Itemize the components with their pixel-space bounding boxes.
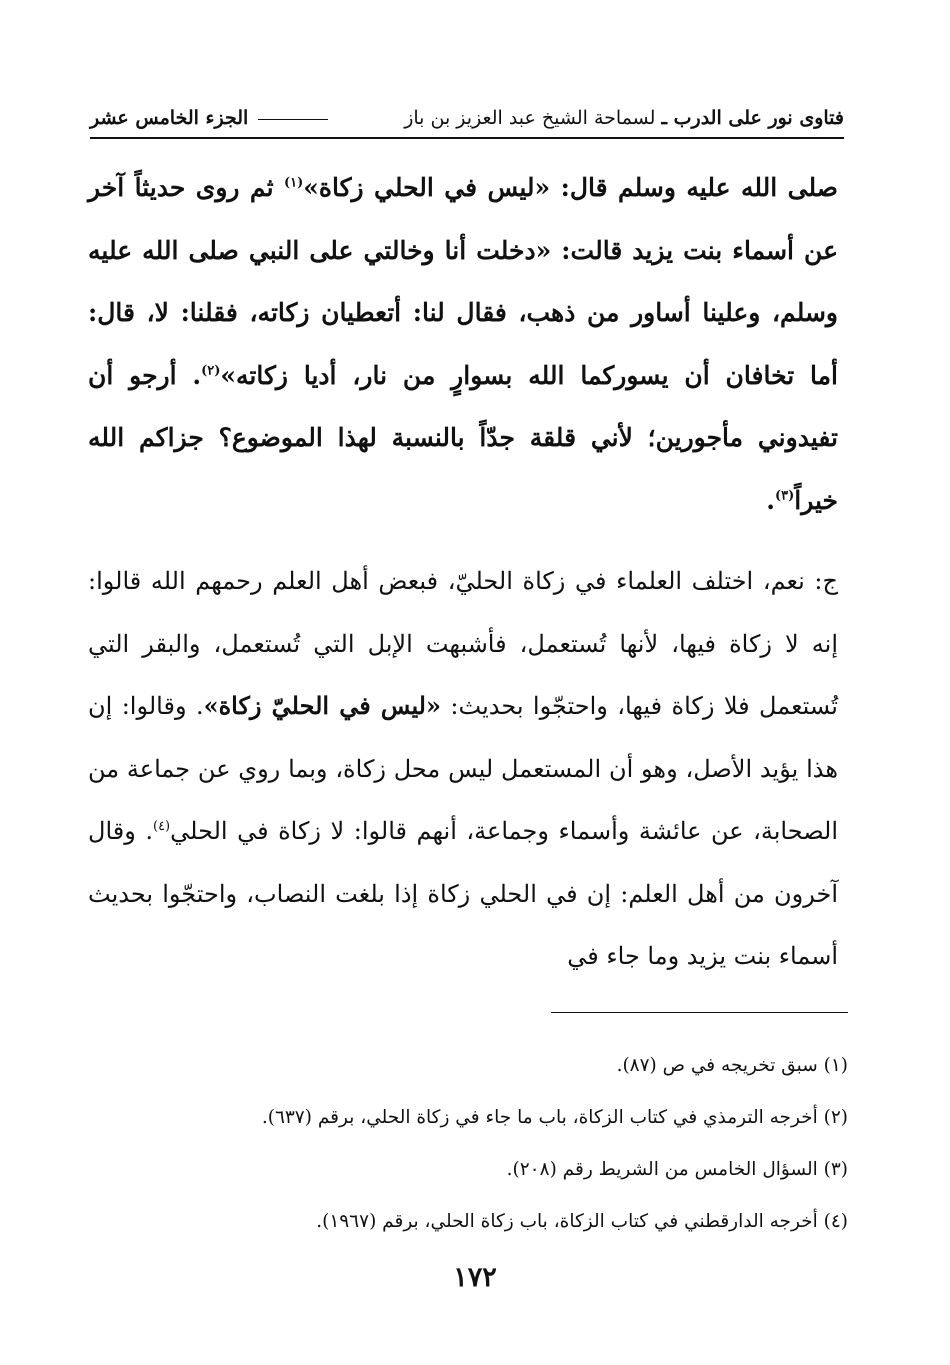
- question-paragraph: [88, 157, 838, 532]
- running-header: [90, 100, 844, 136]
- answer-text-2: . وقالوا: إن هذا يؤيد الأصل، وهو أن المستعمل ليس محل زكاة، وبما روي عن جماعة من الصحابة، عن عائشة وأسماء وجماعة، أنهم قالوا: لا زكاة في الحلي: [88, 692, 838, 845]
- header-book-info: [404, 107, 844, 129]
- book-title: فتاوى نور على الدرب ـ: [661, 107, 844, 129]
- footnote-ref-2[interactable]: (٢): [201, 363, 221, 379]
- header-rule: [90, 137, 844, 139]
- answer-text-3: . وقال آخرون من أهل العلم: إن في الحلي زكاة إذا بلغت النصاب، واحتجّوا بحديث أسماء بنت يزيد وما جاء في: [88, 817, 838, 970]
- answer-text-1: ج: نعم، اختلف العلماء في زكاة الحليّ، فبعض أهل العلم رحمهم الله قالوا: إنه لا زكاة فيها، لأنها تُستعمل، فأشبهت الإبل التي تُستعمل، والبقر التي تُستعمل فلا زكاة فيها، واحتجّوا بحديث:: [88, 567, 838, 720]
- page-number: ١٧٢: [453, 1262, 497, 1293]
- footnote-separator: [551, 1012, 848, 1013]
- hadith-quote: «ليس في الحليّ زكاة»: [203, 691, 441, 720]
- footnotes-list: [100, 1040, 848, 1248]
- question-text-1: صلى الله عليه وسلم قال: «ليس في الحلي زكاة»: [303, 173, 838, 202]
- footnote-4: (٤) أخرجه الدارقطني في كتاب الزكاة، باب زكاة الحلي، برقم (١٩٦٧).: [316, 1211, 848, 1232]
- header-separator-line: [258, 119, 328, 120]
- footnote-1: (١) سبق تخريجه في ص (٨٧).: [616, 1055, 848, 1076]
- footnote-ref-1[interactable]: (١): [283, 175, 304, 191]
- question-text-3: . أرجو أن تفيدوني مأجورين؛ لأني قلقة جدّاً بالنسبة لهذا الموضوع؟ جزاكم الله خيراً: [88, 360, 838, 515]
- question-text-2: ثم روى حديثاً آخر عن أسماء بنت يزيد قالت: «دخلت أنا وخالتي على النبي صلى الله عليه وسلم، وعلينا أساور من ذهب، فقال لنا: أتعطيان زكاته، فقلنا: لا، قال: أما تخافان أن يسوركما الله بسوارٍ من نار، أديا زكاته»: [88, 173, 838, 390]
- footnote-2: (٢) أخرجه الترمذي في كتاب الزكاة، باب ما جاء في زكاة الحلي، برقم (٦٣٧).: [261, 1107, 848, 1128]
- footnote-ref-4[interactable]: (٤): [152, 819, 171, 834]
- footnote-3: (٣) السؤال الخامس من الشريط رقم (٢٠٨).: [506, 1159, 848, 1180]
- footnote-ref-3[interactable]: (٣): [774, 488, 795, 504]
- volume-label: الجزء الخامس عشر: [90, 107, 249, 129]
- author-name: لسماحة الشيخ عبد العزيز بن باز: [404, 107, 656, 129]
- header-volume: [90, 107, 332, 129]
- question-end: .: [766, 485, 775, 515]
- answer-paragraph: [88, 550, 838, 988]
